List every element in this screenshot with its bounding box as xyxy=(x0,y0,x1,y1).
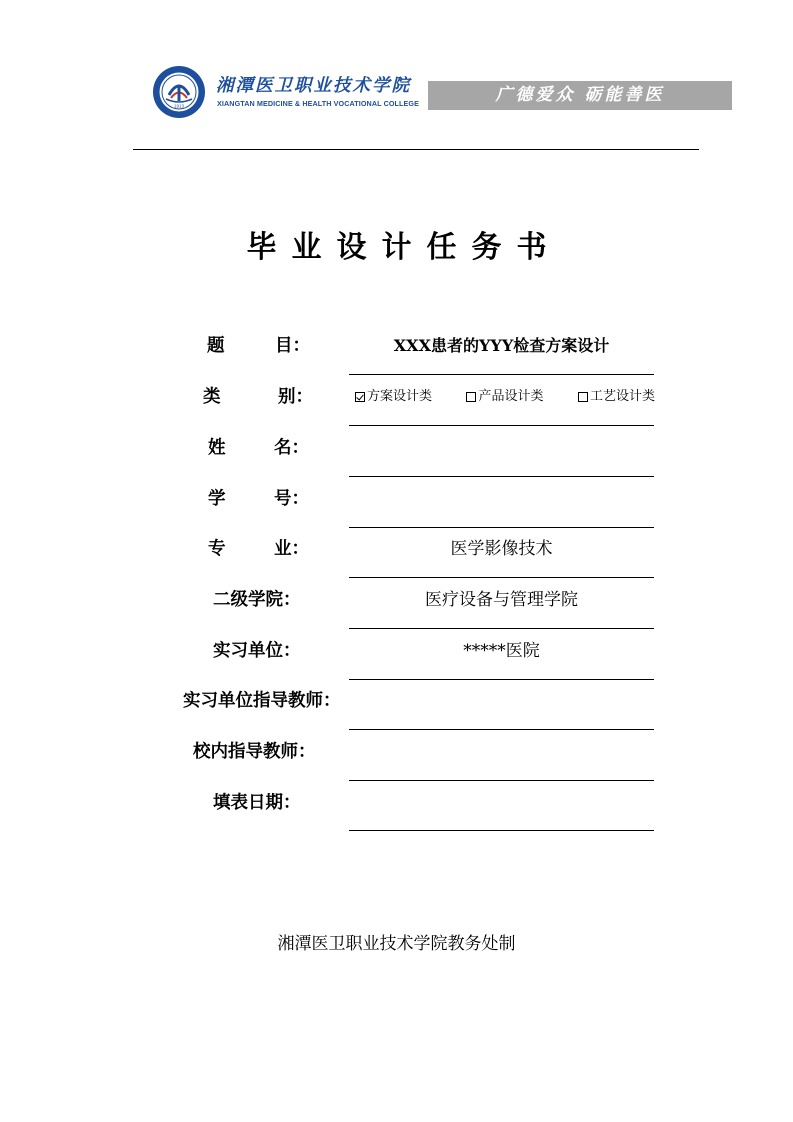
major-value: 医学影像技术 xyxy=(450,539,553,559)
college-value: 医疗设备与管理学院 xyxy=(425,590,578,610)
internship-unit-label: 实习单位： xyxy=(213,641,301,661)
fill-date-underline xyxy=(349,830,654,831)
school-advisor-label: 校内指导教师： xyxy=(193,742,316,762)
major-underline xyxy=(349,577,654,578)
checkbox-icon[interactable] xyxy=(466,392,476,402)
checkbox-checked-icon[interactable] xyxy=(355,392,365,402)
fill-date-label: 填表日期： xyxy=(213,793,301,813)
name-label: 姓 名： xyxy=(208,438,309,458)
category-option-product[interactable]: 产品设计类 xyxy=(466,387,543,407)
student-id-underline xyxy=(349,527,654,528)
topic-value: XXX患者的YYY检查方案设计 xyxy=(393,336,610,355)
checkbox-icon[interactable] xyxy=(578,392,588,402)
school-name-cn: 湘潭医卫职业技术学院 xyxy=(216,76,411,96)
category-label: 类 别： xyxy=(203,387,313,407)
category-option-plan[interactable]: 方案设计类 xyxy=(355,387,432,407)
category-underline xyxy=(349,425,654,426)
category-options xyxy=(355,387,655,407)
page-title: 毕业设计任务书 xyxy=(246,230,562,265)
issuer-footer: 湘潭医卫职业技术学院教务处制 xyxy=(277,934,516,954)
internship-unit-value: *****医院 xyxy=(463,641,540,661)
student-id-label: 学 号： xyxy=(208,489,309,509)
school-emblem-icon xyxy=(152,65,206,119)
school-logo xyxy=(150,62,420,122)
topic-underline xyxy=(349,374,654,375)
svg-text:1913: 1913 xyxy=(173,103,185,109)
college-label: 二级学院： xyxy=(213,590,301,610)
internship-advisor-underline xyxy=(349,729,654,730)
category-option-process[interactable]: 工艺设计类 xyxy=(578,387,655,407)
header-divider xyxy=(133,149,699,150)
school-motto: 广德爱众 砺能善医 xyxy=(428,81,732,110)
internship-advisor-label: 实习单位指导教师： xyxy=(183,691,341,711)
internship-unit-underline xyxy=(349,679,654,680)
college-underline xyxy=(349,628,654,629)
name-underline xyxy=(349,476,654,477)
school-advisor-underline xyxy=(349,780,654,781)
topic-label: 题 目： xyxy=(207,336,310,356)
major-label: 专 业： xyxy=(208,539,309,559)
school-name-en: XIANGTAN MEDICINE & HEALTH VOCATIONAL COLLEGE xyxy=(217,99,420,108)
